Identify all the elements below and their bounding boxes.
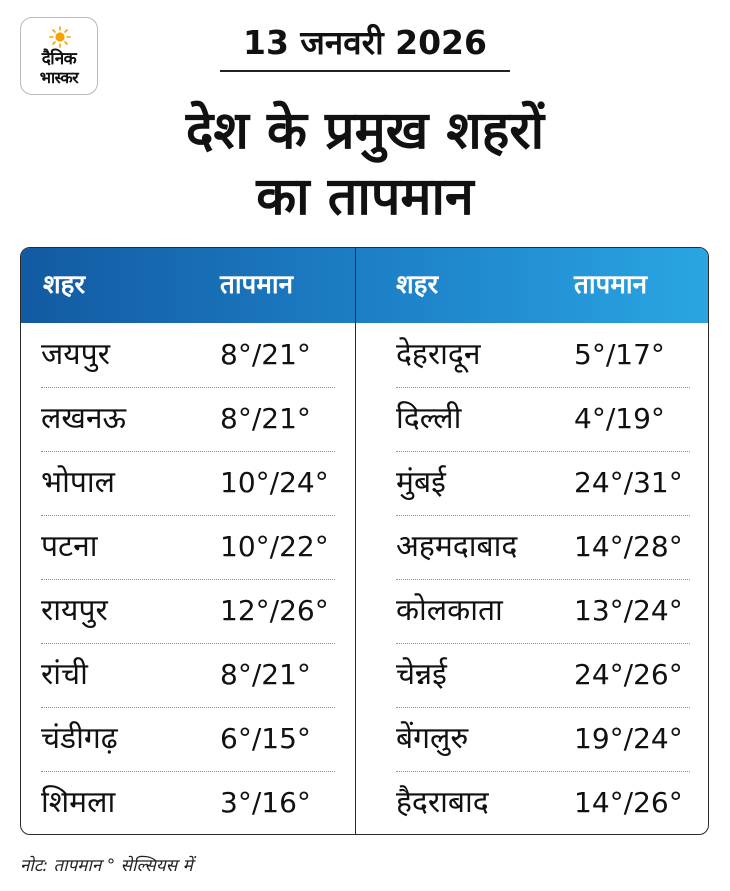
city-temperature: 24°/26°: [574, 658, 683, 691]
table-row: [396, 387, 690, 452]
table-row: [41, 515, 335, 580]
header-temp-left: तापमान: [220, 270, 294, 300]
city-name: भोपाल: [41, 465, 116, 500]
date-heading: 13 जनवरी 2026: [243, 23, 487, 62]
sun-icon: [49, 26, 71, 48]
header-city-right: शहर: [396, 270, 439, 300]
city-name: चेन्नई: [396, 657, 447, 692]
footnote: नोट: तापमान ° सेल्सियस में: [20, 856, 193, 876]
city-temperature: 10°/24°: [220, 466, 329, 499]
city-temperature: 6°/15°: [220, 722, 311, 755]
city-name: हैदराबाद: [396, 785, 489, 820]
title-line-2: का तापमान: [256, 167, 474, 227]
table-row: [396, 707, 690, 772]
city-name: बेंगलुरु: [396, 721, 469, 756]
table-row: [396, 515, 690, 580]
city-name: अहमदाबाद: [396, 529, 518, 564]
title-line-1: देश के प्रमुख शहरों: [185, 101, 545, 161]
city-name: चंडीगढ़: [41, 721, 118, 756]
table-row: [396, 579, 690, 644]
table-row: [396, 451, 690, 516]
table-row: [41, 323, 335, 388]
city-temperature: 8°/21°: [220, 658, 311, 691]
city-name: देहरादून: [396, 337, 481, 372]
city-name: पटना: [41, 529, 98, 564]
table-row: [396, 323, 690, 388]
city-temperature: 24°/31°: [574, 466, 683, 499]
city-name: दिल्ली: [396, 401, 462, 436]
brand-name-line2: भास्कर: [39, 68, 79, 87]
city-temperature: 4°/19°: [574, 402, 665, 435]
table-row: [396, 643, 690, 708]
header-temp-right: तापमान: [574, 270, 648, 300]
city-temperature: 19°/24°: [574, 722, 683, 755]
city-name: जयपुर: [41, 337, 110, 372]
table-row: [396, 771, 690, 835]
temperature-table: [20, 247, 709, 835]
table-row: [41, 579, 335, 644]
city-name: रांची: [41, 657, 88, 692]
table-row: [41, 451, 335, 516]
city-temperature: 13°/24°: [574, 594, 683, 627]
table-row: [41, 643, 335, 708]
city-name: लखनऊ: [41, 401, 127, 436]
table-row: [41, 771, 335, 835]
brand-name-line1: दैनिक: [41, 49, 77, 69]
city-name: मुंबई: [396, 465, 446, 500]
city-name: कोलकाता: [396, 593, 503, 628]
city-temperature: 14°/28°: [574, 530, 683, 563]
table-row: [41, 387, 335, 452]
table-header: [21, 248, 708, 323]
city-temperature: 8°/21°: [220, 402, 311, 435]
date-underline: [220, 70, 510, 72]
city-temperature: 3°/16°: [220, 786, 311, 819]
city-temperature: 10°/22°: [220, 530, 329, 563]
city-temperature: 8°/21°: [220, 338, 311, 371]
city-name: रायपुर: [41, 593, 108, 628]
city-temperature: 12°/26°: [220, 594, 329, 627]
brand-logo: [20, 17, 98, 95]
page-title: [40, 98, 690, 230]
city-name: शिमला: [41, 785, 116, 820]
header-city-left: शहर: [43, 270, 86, 300]
city-temperature: 5°/17°: [574, 338, 665, 371]
column-divider: [355, 248, 356, 834]
city-temperature: 14°/26°: [574, 786, 683, 819]
table-row: [41, 707, 335, 772]
